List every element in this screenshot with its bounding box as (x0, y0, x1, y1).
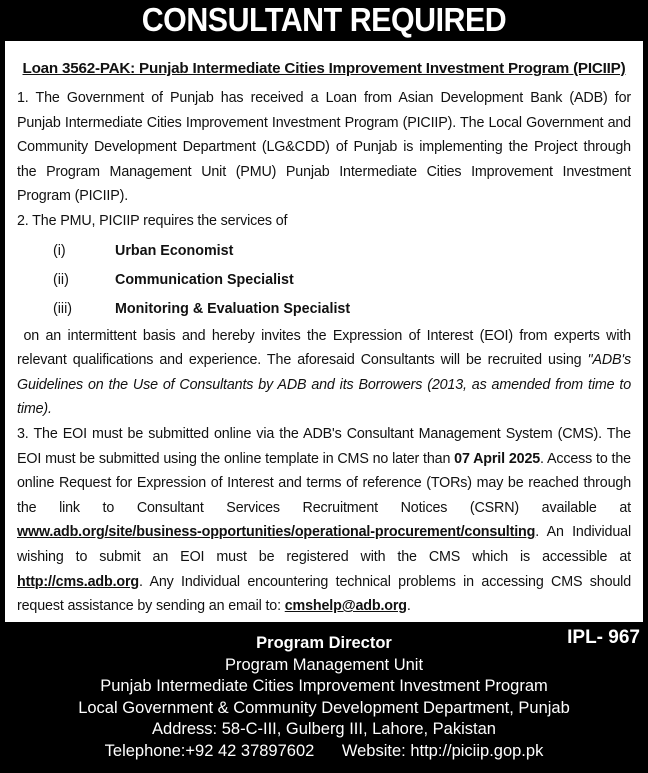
telephone: Telephone:+92 42 37897602 (104, 741, 315, 760)
paragraph-3 (17, 422, 631, 619)
position-number: (i) (53, 242, 66, 259)
deadline-date: 07 April 2025 (454, 450, 541, 467)
reference-number: IPL- 967 (567, 627, 640, 648)
position-item (17, 237, 631, 266)
position-number: (iii) (53, 300, 73, 317)
cms-link[interactable]: http://cms.adb.org (17, 573, 139, 590)
position-number: (ii) (53, 271, 69, 288)
paragraph-2-intro: 2. The PMU, PICIIP requires the services of (17, 212, 288, 229)
guidelines-reference: "ADB's Guidelines on the Use of Consultants by ADB and its Borrowers (2013, as amended from time to time). (17, 352, 631, 418)
paragraph-3-text: . An Individual wishing to submit an EOI must be registered with the CMS which is accessible at (17, 524, 631, 565)
position-title: Urban Economist (115, 242, 234, 259)
contact-line (0, 741, 648, 763)
contact-department: Local Government & Community Development Department, Punjab (78, 698, 570, 717)
paragraph-3-text: . Access to the online Request for Expression of Interest and terms of reference (TORs) may be reached through the link to Consultant Services Recruitment Notices (CSRN) available at (17, 450, 631, 516)
contact-footer (0, 622, 648, 773)
position-item (17, 295, 631, 324)
contact-unit: Program Management Unit (224, 655, 424, 674)
paragraph-3-text: . Any Individual encountering technical problems in accessing CMS should request assistance by sending an email to: (17, 573, 631, 615)
position-title: Communication Specialist (115, 271, 294, 288)
paragraph-3-text: 3. The EOI must be submitted online via the ADB's Consultant Management System (CMS). The EOI must be submitted using the online template in CMS no later than (17, 425, 631, 467)
ad-body (5, 41, 643, 622)
ad-title: CONSULTANT REQUIRED (141, 1, 507, 38)
contact-title: Program Director (256, 634, 392, 652)
paragraph-2-body (17, 324, 631, 422)
position-item (17, 266, 631, 295)
paragraph-2-text: on an intermittent basis and hereby invites the Expression of Interest (EOI) from experts with relevant qualifications and experience. The aforesaid Consultants will be recruited using (17, 327, 631, 369)
email-link[interactable]: cmshelp@adb.org (284, 598, 407, 615)
contact-address: Address: 58-C-III, Gulberg III, Lahore, Pakistan (152, 720, 496, 738)
period: . (406, 598, 411, 615)
website-link[interactable]: Website: http://piciip.gop.pk (341, 741, 544, 760)
paragraph-1: 1. The Government of Punjab has received a Loan from Asian Development Bank (ADB) for Punjab Intermediate Cities Improvement Investment Program (PICIIP). The Local Government and Community Development Department (LG&CDD) of Punjab is implementing the Project through the Program Management Unit (PMU) Punjab Intermediate Cities Improvement Investment Program (PICIIP). (17, 90, 631, 205)
csrn-link[interactable]: www.adb.org/site/business-opportunities/operational-procurement/consulting (17, 524, 536, 541)
position-title: Monitoring & Evaluation Specialist (115, 300, 351, 317)
contact-program: Punjab Intermediate Cities Improvement Investment Program (100, 677, 548, 695)
positions-list (17, 237, 631, 324)
loan-subtitle: Loan 3562-PAK: Punjab Intermediate Cities Improvement Investment Program (PICIIP) (22, 60, 626, 77)
